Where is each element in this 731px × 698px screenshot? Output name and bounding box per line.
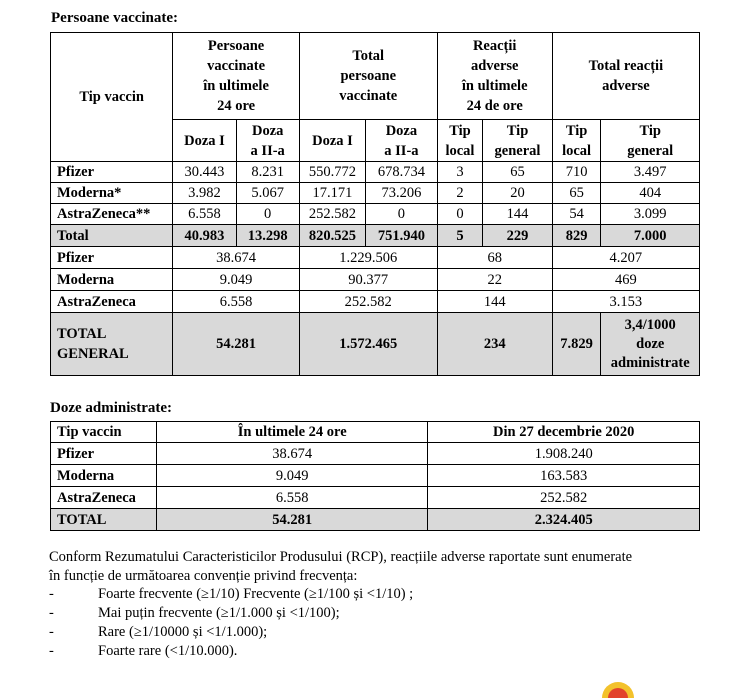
vaccine-name: Pfizer (51, 247, 173, 269)
line: Total (352, 48, 385, 64)
cell: 6.558 (173, 291, 299, 313)
line: vaccinate (339, 88, 398, 104)
cell: 550.772 (299, 162, 365, 183)
vaccinated-persons-table (50, 32, 700, 376)
cell: 54.281 (173, 313, 299, 376)
cell: 54.281 (156, 509, 428, 531)
line: 24 de ore (466, 98, 523, 114)
cell: 252.582 (299, 204, 365, 225)
cell: 0 (437, 204, 483, 225)
line: în ultimele (461, 78, 528, 94)
t2-header-24h: În ultimele 24 ore (156, 422, 428, 443)
vaccine-name: AstraZeneca (51, 487, 157, 509)
cell: 1.572.465 (299, 313, 437, 376)
t2-header-since: Din 27 decembrie 2020 (428, 422, 700, 443)
header-persons-24h (173, 33, 299, 120)
line: Doza (251, 122, 284, 139)
cell: 9.049 (156, 465, 428, 487)
vaccine-name: Moderna* (51, 183, 173, 204)
table-row (51, 465, 700, 487)
cell: 38.674 (173, 247, 299, 269)
cell: 20 (483, 183, 552, 204)
bullet-dash: - (49, 624, 54, 640)
header-total-adverse (552, 33, 699, 120)
cell: 9.049 (173, 269, 299, 291)
logo-icon (598, 668, 638, 698)
line: 3,4/1000 (624, 316, 676, 333)
bullet-dash: - (49, 586, 54, 602)
cell: 7.000 (601, 225, 700, 247)
vaccine-name: Pfizer (51, 443, 157, 465)
t2-header-tip-vaccin: Tip vaccin (51, 422, 157, 443)
bullet-item: Mai puțin frecvente (≥1/1.000 și <1/100); (98, 605, 340, 621)
line: general (627, 142, 674, 159)
bullet-item: Rare (≥1/10000 și <1/1.000); (98, 624, 268, 640)
cell: 829 (552, 225, 601, 247)
cell: 469 (552, 269, 699, 291)
table2-title: Doze administrate: (50, 400, 173, 416)
cell: 163.583 (428, 465, 700, 487)
cell: 252.582 (428, 487, 700, 509)
line: Persoane (207, 38, 265, 54)
cell: 404 (601, 183, 700, 204)
bullet-item: Foarte rare (<1/10.000). (98, 643, 238, 659)
line: Tip (449, 122, 471, 139)
cell: 0 (236, 204, 299, 225)
header-total-persons (299, 33, 437, 120)
table-row (51, 204, 700, 225)
table-row (51, 269, 700, 291)
cell: 7.829 (552, 313, 601, 376)
table-row (51, 443, 700, 465)
line: 24 ore (217, 98, 256, 114)
cell: 4.207 (552, 247, 699, 269)
cell: 3.099 (601, 204, 700, 225)
cell: 3.497 (601, 162, 700, 183)
cell: 40.983 (173, 225, 236, 247)
table-row (51, 162, 700, 183)
line: Reacții (472, 38, 517, 54)
line: general (494, 142, 541, 159)
cell: 5 (437, 225, 483, 247)
line: Tip (639, 122, 661, 139)
cell: 820.525 (299, 225, 365, 247)
cell: 54 (552, 204, 601, 225)
line: vaccinate (207, 58, 266, 74)
vaccine-name: Moderna (51, 465, 157, 487)
line: doze (636, 335, 665, 352)
cell: 229 (483, 225, 552, 247)
line: adverse (470, 58, 519, 74)
table-row (51, 291, 700, 313)
cell: 17.171 (299, 183, 365, 204)
line: a II-a (250, 142, 285, 159)
cell: 678.734 (366, 162, 438, 183)
subheader-total-doza1 (299, 120, 365, 162)
administered-doses-table (50, 421, 700, 531)
cell: 22 (437, 269, 552, 291)
cell: 3 (437, 162, 483, 183)
line: persoane (340, 68, 397, 84)
line: în ultimele (203, 78, 269, 94)
cell (601, 313, 700, 376)
line: local (445, 142, 475, 159)
line: a II-a (384, 142, 419, 159)
cell: 8.231 (236, 162, 299, 183)
cell: 252.582 (299, 291, 437, 313)
line: Total reacții (588, 58, 664, 74)
header-tip-vaccin: Tip vaccin (51, 33, 173, 162)
cell: 2.324.405 (428, 509, 700, 531)
total-label: Total (51, 225, 173, 247)
cell: 751.940 (366, 225, 438, 247)
header-adverse-24h (437, 33, 552, 120)
table-row (51, 247, 700, 269)
line: Doza (385, 122, 418, 139)
line: local (562, 142, 592, 159)
rcp-note-line1: Conform Rezumatului Caracteristicilor Produsului (RCP), reacțiile adverse raportate sunt enumerate (49, 549, 633, 565)
subheader-tip-local (437, 120, 483, 162)
cell: 3.153 (552, 291, 699, 313)
subheader-doza2 (236, 120, 299, 162)
line: administrate (610, 354, 690, 371)
cell: 6.558 (156, 487, 428, 509)
line: Tip (506, 122, 529, 139)
subheader-total-tip-general (601, 120, 700, 162)
subheader-total-doza2 (366, 120, 438, 162)
cell: 13.298 (236, 225, 299, 247)
line: Tip (565, 122, 588, 139)
table-row (51, 183, 700, 204)
subheader-doza1 (173, 120, 236, 162)
cell: 144 (437, 291, 552, 313)
bullet-item: Foarte frecvente (≥1/10) Frecvente (≥1/100 și <1/10) ; (98, 586, 414, 602)
line: Doza I (184, 132, 225, 149)
cell: 6.558 (173, 204, 236, 225)
cell: 710 (552, 162, 601, 183)
vaccine-name: AstraZeneca** (51, 204, 173, 225)
subheader-total-tip-local (552, 120, 601, 162)
cell: 2 (437, 183, 483, 204)
line: adverse (602, 78, 650, 94)
vaccine-name: Moderna (51, 269, 173, 291)
cell: 5.067 (236, 183, 299, 204)
vaccine-name: Pfizer (51, 162, 173, 183)
cell: 1.229.506 (299, 247, 437, 269)
cell: 3.982 (173, 183, 236, 204)
bullet-dash: - (49, 643, 54, 659)
t2-total-row (51, 509, 700, 531)
cell: 234 (437, 313, 552, 376)
table-row (51, 487, 700, 509)
cell: 65 (552, 183, 601, 204)
cell: 144 (483, 204, 552, 225)
cell: 65 (483, 162, 552, 183)
total-row (51, 225, 700, 247)
total-general-row (51, 313, 700, 376)
cell: 68 (437, 247, 552, 269)
cell: 38.674 (156, 443, 428, 465)
rcp-note-line2: în funcție de următoarea convenție privind frecvența: (49, 568, 358, 584)
cell: 1.908.240 (428, 443, 700, 465)
line: TOTAL (57, 326, 107, 342)
line: Doza I (312, 132, 353, 149)
cell: 0 (366, 204, 438, 225)
cell: 30.443 (173, 162, 236, 183)
table1-title: Persoane vaccinate: (51, 10, 179, 26)
cell: 90.377 (299, 269, 437, 291)
subheader-tip-general (483, 120, 552, 162)
vaccine-name: AstraZeneca (51, 291, 173, 313)
cell: TOTAL (51, 509, 157, 531)
line: GENERAL (57, 346, 129, 362)
bullet-dash: - (49, 605, 54, 621)
cell: 73.206 (366, 183, 438, 204)
total-general-label (51, 313, 173, 376)
